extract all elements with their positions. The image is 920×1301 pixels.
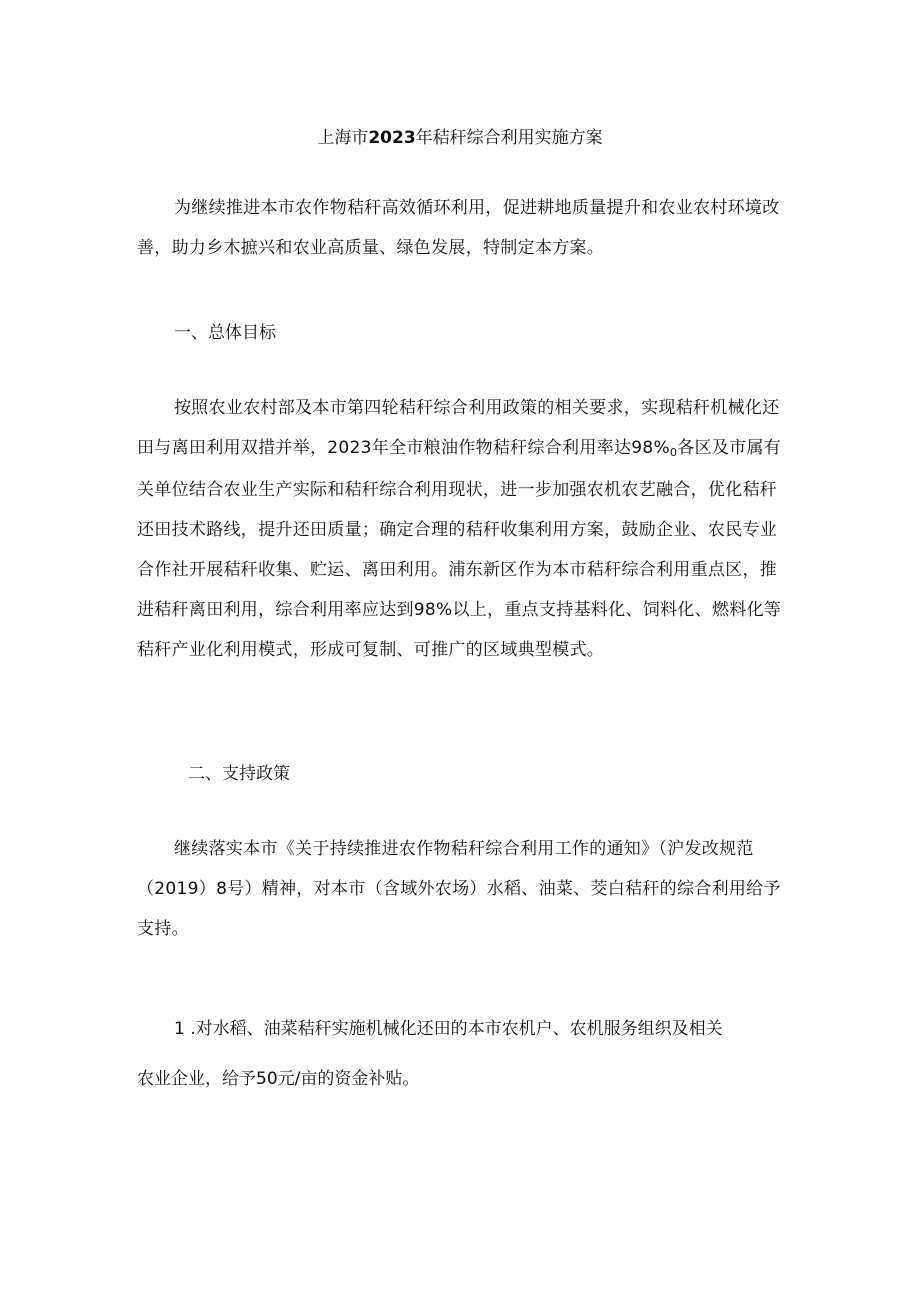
intro-paragraph: 为继续推进本市农作物秸秆高效循环利用，促进耕地质量提升和农业农村环境改善，助力乡木摭兴和农业高质量、绿色发展，特制定本方案。 [137,198,780,258]
section-1-text-part2: 各区及市属有关单位结合农业生产实际和秸秆综合利用现状，进一步加强农机农艺融合，优化秸秆还田技术路线，提升还田质量；确定合理的秸秆收集利用方案，鼓励企业、农民专业合作社开展秸秆收集、贮运、离田利用。浦东新区作为本市秸秆综合利用重点区，推进秸秆离田利用，综合利用率应达到98%以上，重点支持基料化、饲料化、燃料化等秸秆产业化利用模式，形成可复制、可推广的区域典型模式。 [137,438,782,660]
section-2-paragraph: 继续落实本市《关于持续推进农作物秸秆综合利用工作的通知》（沪发改规范（2019）8号）精神，对本市（含域外农场）水稻、油菜、茭白秸秆的综合利用给予支持。 [137,839,781,939]
document-title [0,127,920,149]
title-year: 2023 [368,128,416,148]
item-1-line-1: 1 .对水稻、油菜秸秆实施机械化还田的本市农机户、农机服务组织及相关 [174,1019,723,1039]
item-1-line-2: 农业企业，给予50元/亩的资金补贴。 [137,1069,420,1089]
section-1-subscript: 0 [669,446,678,459]
title-prefix: 上海市 [317,128,369,148]
title-suffix: 年秸秆综合利用实施方案 [415,128,603,148]
section-1-paragraph [137,388,785,670]
section-1-heading: 一、总体目标 [174,323,276,343]
section-1-text-part1: 按照农业农村部及本市第四轮秸秆综合利用政策的相关要求，实现秸秆机械化还田与离田利用双措并举，2023年全市粮油作物秸秆综合利用率达98% [137,398,780,458]
section-2-heading: 二、支持政策 [188,764,290,784]
